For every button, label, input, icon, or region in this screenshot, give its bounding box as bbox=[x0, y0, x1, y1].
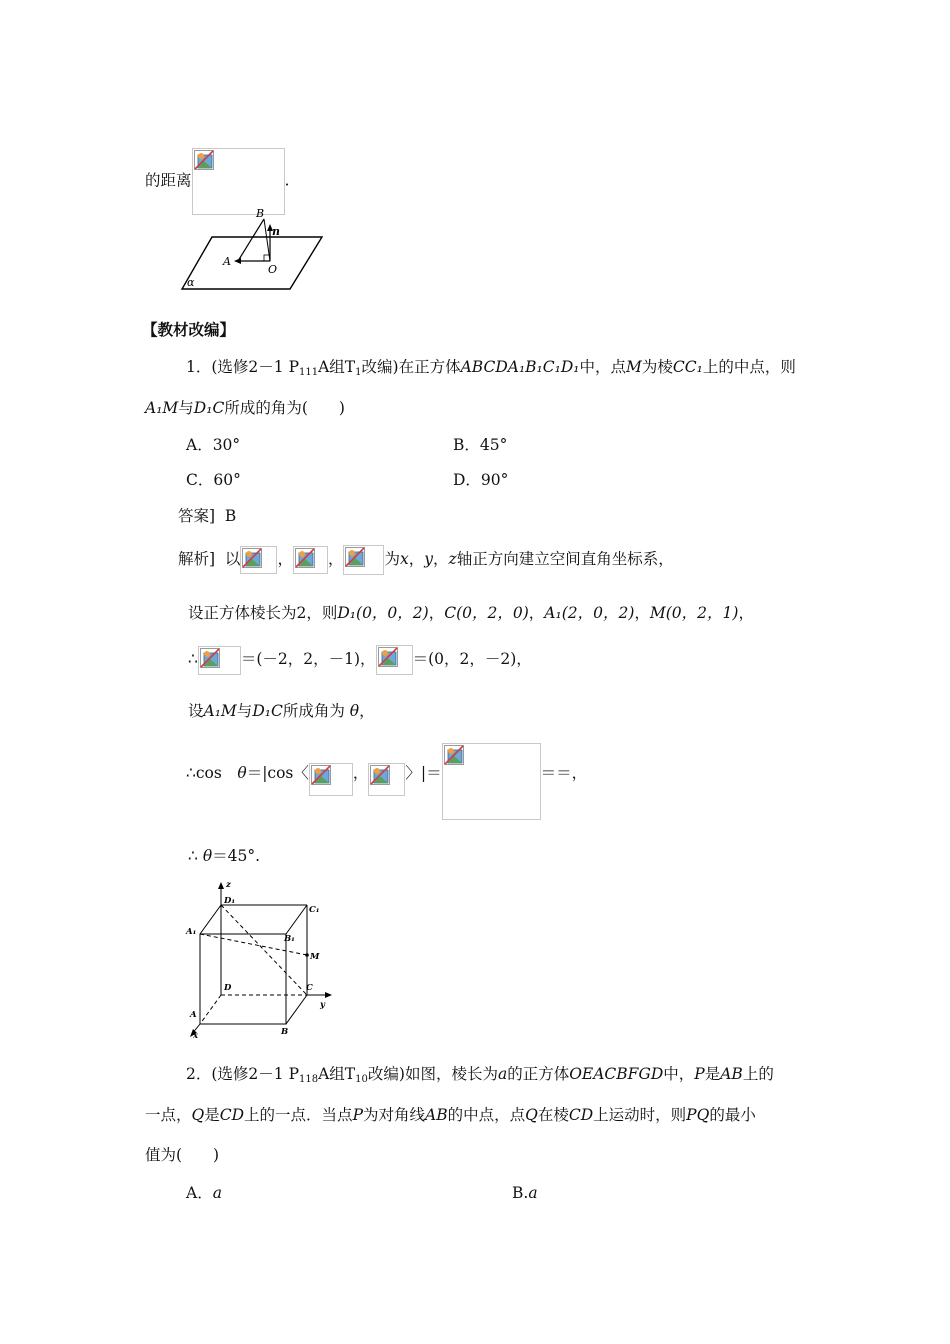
label-alpha: α bbox=[187, 276, 195, 289]
svg-text:A: A bbox=[190, 1010, 197, 1020]
label-o: O bbox=[268, 263, 278, 276]
q1-option-a: A．30° bbox=[186, 436, 241, 454]
q1-result: ∴ θ＝45°. bbox=[188, 847, 261, 865]
q2-option-a: A．a bbox=[186, 1184, 222, 1202]
q2-line3: 值为( ) bbox=[145, 1146, 220, 1164]
q1-vectors: ∴ ＝(－2，2，－1)， ＝(0，2，－2)， bbox=[188, 645, 532, 675]
cube-front-face bbox=[200, 934, 286, 1024]
svg-text:z: z bbox=[226, 880, 231, 890]
svg-text:A₁: A₁ bbox=[186, 927, 197, 937]
broken-image-icon bbox=[200, 648, 220, 668]
segment-ab bbox=[238, 219, 264, 261]
formula-image bbox=[442, 743, 541, 820]
svg-text:B: B bbox=[281, 1027, 289, 1037]
q1-analysis: 解析] 以 ， ， 为x，y，z轴正方向建立空间直角坐标系， bbox=[178, 545, 674, 575]
broken-image-icon bbox=[194, 150, 214, 170]
vector-image bbox=[309, 763, 353, 796]
q1-option-b: B．45° bbox=[453, 436, 508, 454]
vector-image bbox=[293, 546, 328, 574]
broken-image-icon bbox=[370, 765, 390, 785]
broken-image-icon bbox=[378, 647, 398, 667]
svg-text:D: D bbox=[224, 983, 232, 993]
vector-image bbox=[368, 763, 405, 796]
broken-image-icon bbox=[311, 765, 331, 785]
segment-d1c bbox=[221, 905, 307, 995]
svg-text:D₁: D₁ bbox=[224, 896, 236, 906]
svg-text:C: C bbox=[306, 983, 313, 993]
q2-line2: 一点，Q是CD上的一点．当点P为对角线AB的中点，点Q在棱CD上运动时，则PQ的最小 bbox=[145, 1106, 756, 1124]
vector-image bbox=[343, 545, 384, 575]
broken-image-icon bbox=[345, 547, 365, 567]
q1-cos: ∴cos θ＝|cos〈 ， 〉|＝ ＝＝， bbox=[186, 743, 587, 820]
broken-image-icon bbox=[242, 548, 262, 568]
q1-setup: 设正方体棱长为2，则D₁(0，0，2)，C(0，2，0)，A₁(2，0，2)，M(0，2，1)， bbox=[188, 604, 754, 622]
point-m bbox=[305, 953, 309, 957]
q2-line1: 2．(选修2－1 $P_{118}A$组$T_{10}$改编)如图，棱长为a的正方体OEACBFGD中，P是AB上的 bbox=[186, 1065, 774, 1085]
svg-text:B₁: B₁ bbox=[284, 934, 295, 944]
section-title: 【教材改编】 bbox=[142, 320, 236, 339]
figure-cube bbox=[180, 878, 340, 1038]
q1-option-d: D．90° bbox=[453, 471, 509, 489]
label-n: n bbox=[272, 225, 280, 238]
vector-image bbox=[376, 645, 413, 675]
plane-alpha bbox=[182, 237, 322, 289]
vector-image bbox=[240, 546, 277, 574]
distance-line: 的距离 . bbox=[145, 148, 289, 215]
label-b: B bbox=[256, 207, 265, 220]
q2-option-b: B.a bbox=[512, 1184, 538, 1202]
q1-line1: 1．(选修2－1 $P_{111}A$组$T_1$改编)在正方体ABCDA₁B₁C₁D₁中，点M为棱CC₁上的中点，则 bbox=[186, 358, 796, 378]
q1-line2: A₁M与D₁C所成的角为( ) bbox=[145, 399, 345, 417]
q1-answer: 答案] B bbox=[178, 507, 237, 525]
figure-plane-normal bbox=[180, 203, 330, 293]
broken-image-icon bbox=[295, 548, 315, 568]
svg-text:M: M bbox=[310, 952, 320, 962]
vector-image bbox=[198, 646, 241, 675]
broken-image-icon bbox=[444, 745, 464, 765]
q1-angle: 设A₁M与D₁C所成角为 θ， bbox=[188, 702, 375, 720]
svg-text:y: y bbox=[320, 1000, 325, 1010]
svg-text:x: x bbox=[193, 1031, 199, 1038]
svg-text:C₁: C₁ bbox=[309, 905, 320, 915]
q1-option-c: C．60° bbox=[186, 471, 241, 489]
label-a: A bbox=[223, 255, 231, 268]
